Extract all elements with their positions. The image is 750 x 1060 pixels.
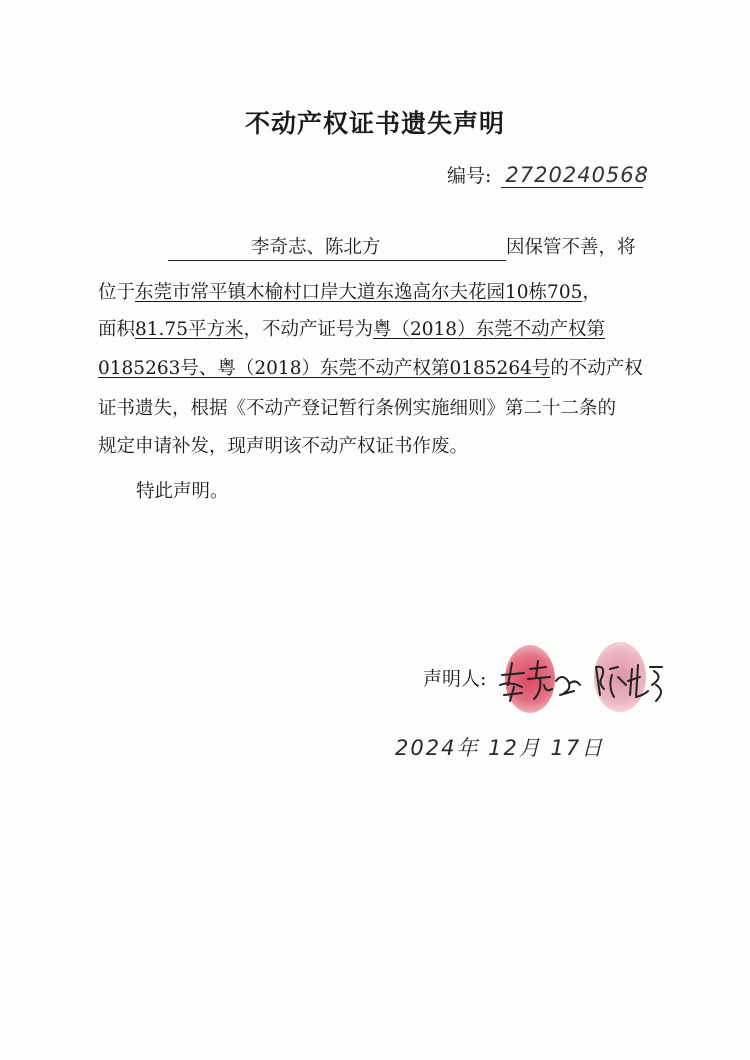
statement-line-4: [98, 357, 658, 381]
document-number-row: [447, 158, 650, 188]
names-value: 李奇志、陈北方: [251, 237, 381, 258]
names-field: [168, 236, 506, 261]
closing-text: 特此声明。: [136, 481, 229, 502]
address-value: 东莞市常平镇木榆村口岸大道东逸高尔夫花园10栋705: [135, 282, 583, 303]
line2-prefix: 位于: [98, 282, 136, 303]
statement-line-2: [98, 281, 658, 305]
line4-suffix: 的不动产权: [550, 358, 643, 379]
statement-line-5: 证书遗失，根据《不动产登记暂行条例实施细则》第二十二条的: [98, 398, 617, 419]
handwritten-signature: [494, 655, 669, 710]
number-value: 2720240568: [501, 163, 643, 188]
line2-suffix: ，: [582, 282, 601, 303]
statement-line-1: [98, 236, 658, 261]
declarant-label: 声明人:: [423, 668, 487, 690]
line3-mid: ，不动产证号为: [243, 319, 373, 340]
statement-line-6: 规定申请补发，现声明该不动产权证书作废。: [98, 436, 469, 457]
cert-number-part2: 0185263号、粤（2018）东莞不动产权第0185264号: [98, 358, 551, 379]
cert-number-part1: 粤（2018）东莞不动产权第: [373, 319, 606, 340]
handwritten-date: 2024年 12月 17日: [395, 736, 605, 760]
line1-suffix: 因保管不善，将: [506, 237, 636, 258]
document-title: 不动产权证书遗失声明: [244, 109, 505, 138]
number-label: 编号:: [447, 165, 492, 187]
area-value: 81.75平方米: [135, 319, 244, 340]
line3-prefix: 面积: [98, 319, 136, 340]
statement-line-3: [98, 318, 658, 342]
